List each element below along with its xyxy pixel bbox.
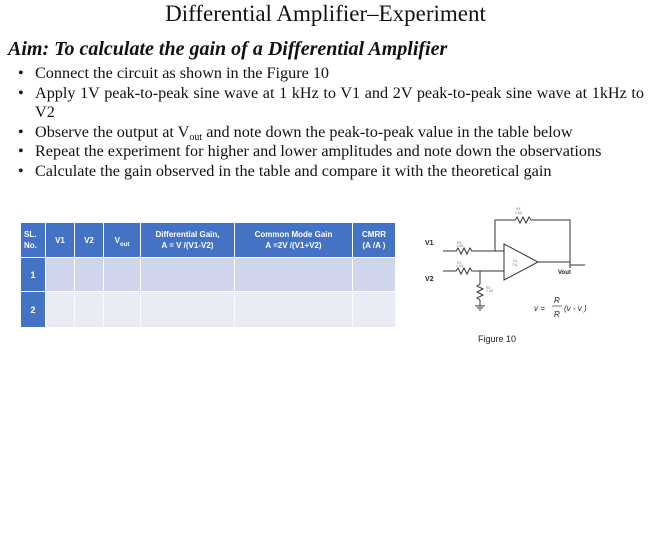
- svg-text:R3: R3: [457, 241, 462, 245]
- table-cell: [141, 258, 235, 292]
- table-row: [21, 258, 396, 292]
- slide-title: Differential Amplifier–Experiment: [165, 1, 486, 26]
- row-number: 2: [21, 292, 46, 328]
- bullet-item: • Observe the output at $V_{out}$ and note down the peak-to-peak value in the table below: [18, 122, 573, 143]
- svg-text:R1: R1: [457, 261, 462, 265]
- circuit-diagram: [420, 200, 645, 350]
- bullet-item: • Apply 1V peak-to-peak sine wave at 1 kHz to V1 and 2V peak-to-peak sine wave at 1kHz to V2: [18, 83, 644, 121]
- vout-label: Vout: [558, 270, 571, 276]
- svg-text:v =: v =: [534, 304, 545, 313]
- output-wire: [538, 262, 570, 268]
- svg-text:R4: R4: [516, 207, 521, 211]
- svg-text:1 kΩ: 1 kΩ: [515, 211, 523, 215]
- v1-label: V1: [425, 240, 434, 247]
- header-cmrr: CMRR (A /A ): [353, 223, 396, 258]
- rg-resistor-icon: [477, 284, 483, 300]
- table-cell: [235, 258, 353, 292]
- header-sl-no: SL. No.: [21, 223, 46, 258]
- header-common-mode-gain: Common Mode Gain A =2V /(V1+V2): [235, 223, 353, 258]
- header-differential-gain: Differential Gain, A = V /(V1-V2): [141, 223, 235, 258]
- v2-label: V2: [425, 276, 434, 283]
- bullet-dot-icon: •: [18, 161, 24, 180]
- svg-text:R: R: [554, 296, 560, 305]
- svg-text:R: R: [554, 310, 560, 319]
- table-cell: [46, 292, 75, 328]
- table-header-row: [21, 223, 396, 258]
- figure-caption: Figure 10: [478, 334, 517, 344]
- table-cell: [353, 292, 396, 328]
- bullet-dot-icon: •: [18, 142, 24, 160]
- bullet-dot-icon: •: [18, 83, 24, 102]
- table-row: [21, 292, 396, 328]
- results-table: [20, 222, 396, 328]
- table-cell: [141, 292, 235, 328]
- header-v2: V2: [75, 223, 104, 258]
- header-vout: $V_{out}$: [104, 223, 141, 258]
- op-amp-icon: [504, 244, 538, 280]
- instruction-list: [18, 64, 644, 181]
- svg-text:R2: R2: [486, 286, 491, 290]
- bullet-dot-icon: •: [18, 122, 24, 141]
- row-number: 1: [21, 258, 46, 292]
- bullet-item: • Repeat the experiment for higher and lower amplitudes and note down the observations: [18, 142, 602, 160]
- bullet-item: • Connect the circuit as shown in the Figure 10: [18, 64, 330, 82]
- table-cell: [104, 258, 141, 292]
- table-cell: [46, 258, 75, 292]
- feedback-wire: [495, 220, 570, 265]
- svg-text:(v - v ): (v - v ): [564, 304, 587, 313]
- gain-equation: [534, 296, 587, 319]
- svg-text:1 kΩ: 1 kΩ: [486, 289, 494, 293]
- aim-heading: Aim: To calculate the gain of a Differential Amplifier: [8, 38, 448, 60]
- svg-text:U1: U1: [513, 259, 518, 263]
- ground-icon: [475, 300, 485, 310]
- table-cell: [75, 292, 104, 328]
- svg-text:1 kΩ: 1 kΩ: [456, 244, 464, 248]
- table-cell: [75, 258, 104, 292]
- table-cell: [353, 258, 396, 292]
- bullet-item: • Calculate the gain observed in the table and compare it with the theoretical gain: [18, 161, 552, 180]
- header-v1: V1: [46, 223, 75, 258]
- table-cell: [104, 292, 141, 328]
- svg-text:741: 741: [512, 263, 518, 267]
- bullet-dot-icon: •: [18, 64, 24, 82]
- svg-text:1 kΩ: 1 kΩ: [456, 264, 464, 268]
- table-cell: [235, 292, 353, 328]
